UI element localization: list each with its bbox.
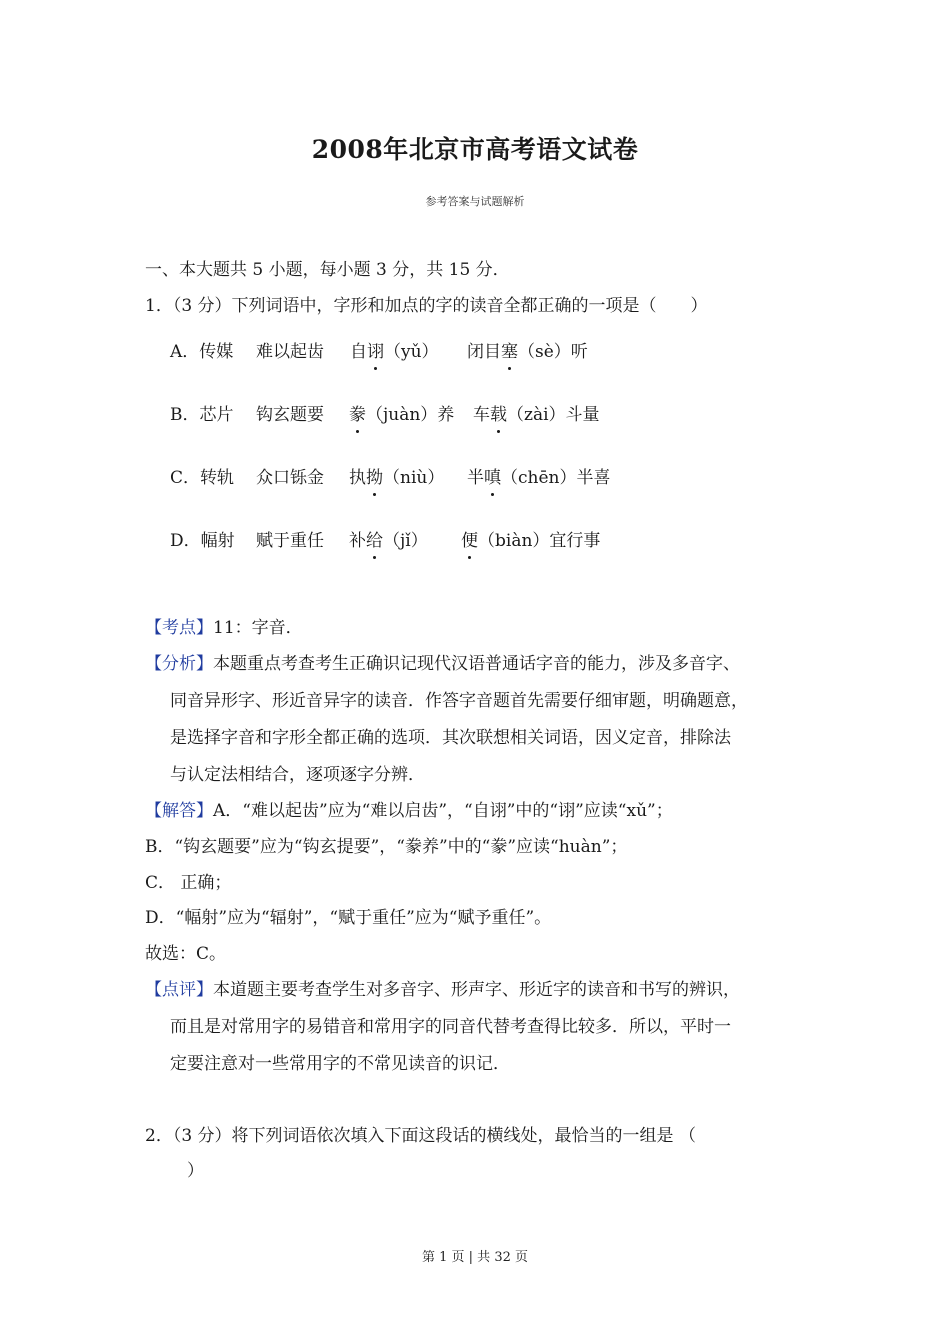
option-label: A． [170, 342, 200, 362]
emphasis-char: 给 [366, 531, 383, 551]
option-label: D． [170, 531, 201, 551]
option-word-dotted: 半嗔（chēn）半喜 [467, 468, 611, 488]
option-word-dotted: 执拗（niù） [349, 468, 445, 488]
question-1-stem: 1．（3 分）下列词语中，字形和加点的字的读音全都正确的一项是（ ） [145, 296, 708, 316]
option-word-dotted: 便（biàn）宜行事 [461, 531, 601, 551]
option-word: 芯片 [199, 405, 234, 425]
jieda: 【解答】A．“难以起齿”应为“难以启齿”，“自诩”中的“诩”应读“xǔ”； [145, 801, 673, 821]
option-word: 难以起齿 [256, 342, 324, 362]
option-word-dotted: 豢（juàn）养 [349, 405, 455, 425]
emphasis-char: 诩 [367, 342, 384, 362]
page-title: 2008年北京市高考语文试卷 [311, 135, 639, 164]
fenxi-tag: 【分析】 [145, 654, 213, 674]
option-label: B． [170, 405, 200, 425]
option-word: 众口铄金 [256, 468, 324, 488]
dianping-tag: 【点评】 [145, 980, 213, 1000]
option-word: 转轨 [200, 468, 235, 488]
option-word: 传媒 [199, 342, 234, 362]
emphasis-char: 豢 [349, 405, 366, 425]
fenxi: 【分析】本题重点考查考生正确识记现代汉语普通话字音的能力，涉及多音字、 [145, 654, 740, 674]
question-2-stem: 2．（3 分）将下列词语依次填入下面这段话的横线处，最恰当的一组是 （ [145, 1126, 696, 1146]
option-word: 钩玄题要 [256, 405, 324, 425]
option-word: 赋于重任 [256, 531, 324, 551]
fenxi-line: 同音异形字、形近音异字的读音．作答字音题首先需要仔细审题，明确题意， [170, 691, 748, 711]
dianping: 【点评】本道题主要考查学生对多音字、形声字、形近字的读音和书写的辨识， [145, 980, 740, 1000]
jieda-line: D．“幅射”应为“辐射”，“赋于重任”应为“赋予重任”。 [145, 908, 552, 928]
fenxi-line: 与认定法相结合，逐项逐字分辨． [170, 765, 425, 785]
emphasis-char: 拗 [366, 468, 383, 488]
kaodian: 【考点】11：字音． [145, 618, 303, 638]
option-word-dotted: 车载（zài）斗量 [473, 405, 600, 425]
option-word-dotted: 自诩（yǔ） [350, 342, 439, 362]
dianping-line: 定要注意对一些常用字的不常见读音的识记． [170, 1054, 510, 1074]
option-a [170, 341, 233, 363]
option-c [170, 467, 234, 489]
jieda-line: B．“钩玄题要”应为“钩玄提要”，“豢养”中的“豢”应读“huàn”； [145, 837, 628, 857]
option-b [170, 404, 234, 426]
option-label: C． [170, 468, 201, 488]
emphasis-char: 便 [461, 531, 478, 551]
option-word-dotted: 补给（jǐ） [349, 531, 428, 551]
jieda-tag: 【解答】 [145, 801, 213, 821]
dianping-line: 而且是对常用字的易错音和常用字的同音代替考查得比较多．所以，平时一 [170, 1017, 731, 1037]
option-d [170, 530, 235, 552]
jieda-answer: 故选：C。 [145, 944, 227, 964]
question-2-stem-cont: ） [187, 1161, 204, 1181]
emphasis-char: 塞 [501, 342, 518, 362]
emphasis-char: 嗔 [484, 468, 501, 488]
option-word-dotted: 闭目塞（sè）听 [467, 342, 588, 362]
option-word: 幅射 [200, 531, 235, 551]
kaodian-tag: 【考点】 [145, 618, 213, 638]
section-heading: 一、本大题共 5 小题，每小题 3 分，共 15 分． [145, 260, 510, 280]
page-subtitle: 参考答案与试题解析 [425, 195, 525, 208]
fenxi-line: 是选择字音和字形全都正确的选项．其次联想相关词语，因义定音，排除法 [170, 728, 731, 748]
emphasis-char: 载 [490, 405, 507, 425]
page-footer: 第 1 页 | 共 32 页 [422, 1250, 528, 1265]
jieda-line: C． 正确； [145, 873, 232, 893]
